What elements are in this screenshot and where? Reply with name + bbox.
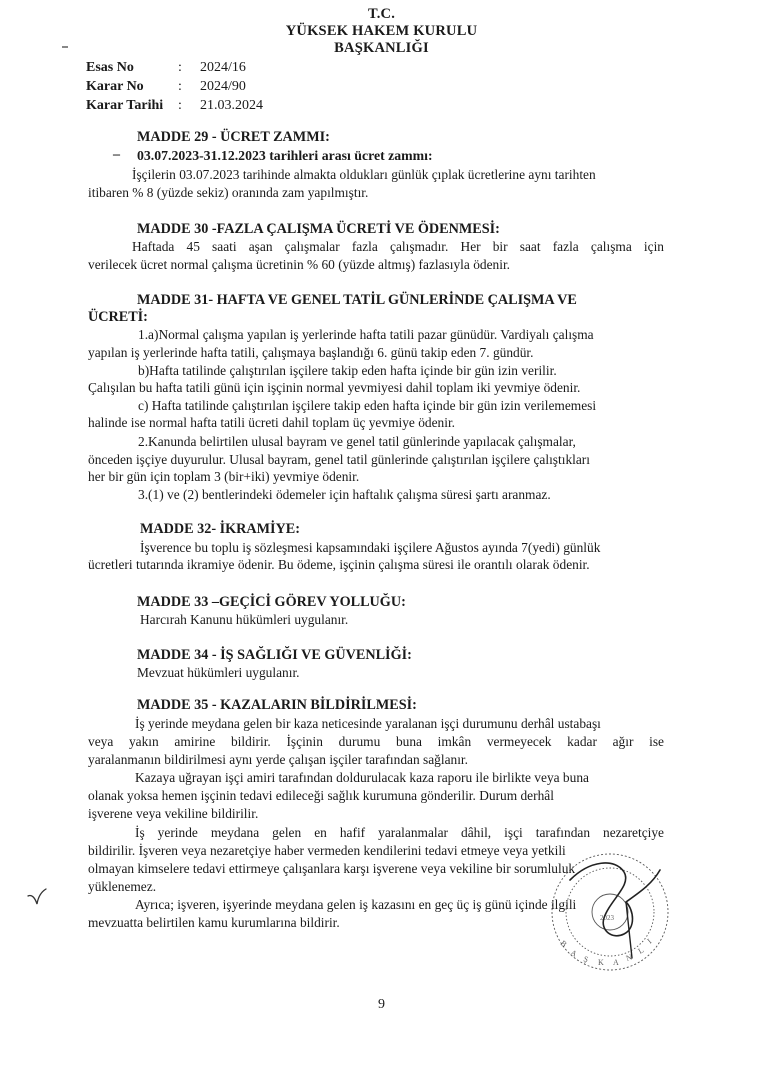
svg-text:B: B (558, 938, 569, 949)
article-35-line: işverene veya vekiline bildirilir. (88, 806, 259, 821)
case-meta (86, 58, 320, 115)
article-32-title: MADDE 32- İKRAMİYE: (140, 521, 300, 537)
article-35-line: olanak yoksa hemen işçinin tedavi edileceği sağlık kurumuna gönderilir. Durum derhâl (88, 788, 554, 803)
meta-value: 2024/16 (200, 60, 246, 75)
article-31-line: 2.Kanunda belirtilen ulusal bayram ve genel tatil günlerinde yapılacak çalışmalar, (138, 434, 576, 449)
svg-text:2023: 2023 (600, 914, 614, 922)
article-31-line: b)Hafta tatilinde çalıştırılan işçilere takip eden hafta içinde bir gün izin verilir. (138, 363, 557, 378)
official-seal-stamp (540, 840, 680, 980)
article-31-title-cont: ÜCRETİ: (88, 309, 148, 325)
article-35-line: veya yakın amirine bildirir. İşçinin durumu buna imkân vermeyecek kadar ağır ise (88, 734, 664, 749)
meta-colon: : (178, 98, 182, 113)
article-35-line: mevzuatta belirtilen kamu kurumlarına bildirir. (88, 915, 340, 930)
meta-label: Karar Tarihi (86, 98, 164, 113)
article-31-line: Çalışılan bu hafta tatili günü için işçinin normal yevmiyesi dahil toplam iki yevmiye ödenir. (88, 380, 581, 395)
header-line-2: YÜKSEK HAKEM KURULU (285, 23, 478, 39)
article-31-line: 3.(1) ve (2) bentlerindeki ödemeler için haftalık çalışma süresi şartı aranmaz. (138, 487, 551, 502)
article-35-line: yüklenemez. (88, 879, 157, 894)
article-34-line: Mevzuat hükümleri uygulanır. (137, 665, 300, 680)
svg-text:I: I (645, 936, 654, 946)
article-31-title: MADDE 31- HAFTA VE GENEL TATİL GÜNLERİNDE ÇALIŞMA VE (137, 292, 577, 308)
bullet-dash: – (113, 147, 120, 162)
meta-colon: : (178, 60, 182, 75)
meta-row-tarih (86, 96, 320, 115)
meta-value: 21.03.2024 (200, 98, 263, 113)
article-33-title: MADDE 33 –GEÇİCİ GÖREV YOLLUĞU: (137, 594, 406, 610)
article-35-line: İş yerinde meydana gelen en hafif yaralanmalar dâhil, işçi tarafından nezaretçiye (135, 825, 664, 840)
header-line-3: BAŞKANLIĞI (334, 40, 429, 56)
article-35-line: Ayrıca; işveren, işyerinde meydana gelen iş kazasını en geç üç iş günü içinde ilgili (135, 897, 577, 912)
article-31-line: halinde ise normal hafta tatili ücreti dahil toplam üç yevmiye ödenir. (88, 415, 456, 430)
article-29-subtitle: 03.07.2023-31.12.2023 tarihleri arası ücret zammı: (137, 148, 433, 163)
svg-text:A: A (569, 947, 579, 959)
article-30-line: verilecek ücret normal çalışma ücretinin % 60 (yüzde altmış) fazlasıyla ödenir. (88, 257, 511, 272)
article-35-line: bildirilir. İşveren veya nezaretçiye haber vermeden kendilerini tedavi etmeye veya yetkili (88, 843, 566, 858)
article-31-line: önceden işçiye duyurulur. Ulusal bayram, genel tatil günlerinde çalıştırılan işçilere çalıştıkları (88, 452, 590, 467)
article-31-line: her bir gün için toplam 3 (bir+iki) yevmiye ödenir. (88, 469, 360, 484)
meta-value: 2024/90 (200, 79, 246, 94)
article-29-line: itibaren % 8 (yüzde sekiz) oranında zam yapılmıştır. (88, 185, 369, 200)
svg-text:L: L (636, 945, 646, 956)
meta-label: Esas No (86, 60, 134, 75)
meta-row-karar (86, 77, 320, 96)
article-30-title: MADDE 30 -FAZLA ÇALIŞMA ÜCRETİ VE ÖDENMESİ: (137, 221, 500, 237)
meta-colon: : (178, 79, 182, 94)
svg-text:A: A (613, 958, 619, 967)
article-35-title: MADDE 35 - KAZALARIN BİLDİRİLMESİ: (137, 697, 417, 713)
page-number: 9 (378, 997, 385, 1012)
article-35-line: olmayan kimselere tedavi ettirmeye çalışanlara karşı işverene veya vekiline bir sorumluluk (88, 861, 576, 876)
article-30-line: Haftada 45 saati aşan çalışmalar fazla çalışmadır. Her bir saat fazla çalışma için (132, 239, 664, 254)
article-35-line: Kazaya uğrayan işçi amiri tarafından doldurulacak kaza raporu ile birlikte veya buna (135, 770, 589, 785)
svg-text:Ş: Ş (582, 954, 590, 965)
article-29-title: MADDE 29 - ÜCRET ZAMMI: (137, 129, 330, 145)
article-29-line: İşçilerin 03.07.2023 tarihinde almakta oldukları günlük çıplak ücretlerine aynı tarihten (132, 167, 596, 182)
article-31-line: c) Hafta tatilinde çalıştırılan işçilere takip eden hafta içinde bir gün izin verilememesi (138, 398, 597, 413)
article-32-line: İşverence bu toplu iş sözleşmesi kapsamındaki işçilere Ağustos ayında 7(yedi) günlük (140, 540, 601, 555)
header-line-1: T.C. (367, 6, 396, 22)
article-32-line: ücretleri tutarında ikramiye ödenir. Bu ödeme, işçinin çalışma süresi ile orantılı olarak ödenir. (88, 557, 590, 572)
article-35-line: yaralanmanın bildirilmesi aynı yerde çalışan işçiler tarafından sağlanır. (88, 752, 469, 767)
article-33-line: Harcırah Kanunu hükümleri uygulanır. (140, 612, 349, 627)
meta-label: Karar No (86, 79, 144, 94)
handwritten-tick-icon (26, 886, 48, 908)
article-31-line: 1.a)Normal çalışma yapılan iş yerlerinde hafta tatili pazar günüdür. Vardiyalı çalışma (138, 327, 594, 342)
svg-text:N: N (624, 952, 634, 963)
article-31-line: yapılan iş yerlerinde hafta tatili, çalışmaya başlandığı 6. günü takip eden 7. gündür. (88, 345, 534, 360)
svg-text:K: K (598, 958, 604, 967)
article-35-line: İş yerinde meydana gelen bir kaza neticesinde yaralanan işçi durumunu derhâl ustabaşı (135, 716, 601, 731)
meta-row-esas (86, 58, 320, 77)
article-34-title: MADDE 34 - İŞ SAĞLIĞI VE GÜVENLİĞİ: (137, 647, 412, 663)
